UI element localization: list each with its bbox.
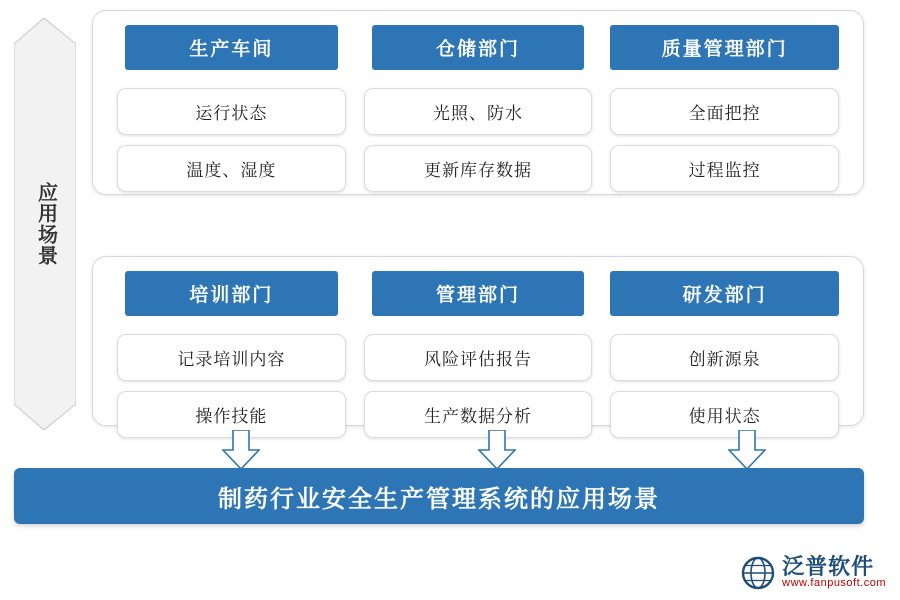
summary-banner-title: 制药行业安全生产管理系统的应用场景 [218,485,660,513]
item-comprehensive-control[interactable]: 全面把控 [610,88,839,135]
dept-header-warehouse-department[interactable]: 仓储部门 [372,25,585,70]
brand-logo [741,555,886,590]
item-update-inventory-data[interactable]: 更新库存数据 [364,145,593,192]
item-process-monitoring[interactable]: 过程监控 [610,145,839,192]
logo-company-name: 泛普软件 [782,554,875,580]
dept-header-management-department[interactable]: 管理部门 [372,271,585,316]
item-risk-assessment-report[interactable]: 风险评估报告 [364,334,593,381]
bottom-group-columns [93,257,863,425]
globe-icon [741,556,775,590]
column-management-department [364,271,593,426]
dept-header-production-workshop[interactable]: 生产车间 [125,25,338,70]
top-group-columns [93,11,863,194]
down-arrow-right-icon [728,430,766,470]
top-group-panel [92,10,864,195]
down-arrow-center-icon [478,430,516,470]
application-scenario-label: 应用场景 [34,182,57,266]
item-operation-skills[interactable]: 操作技能 [117,391,346,438]
item-production-data-analysis[interactable]: 生产数据分析 [364,391,593,438]
logo-website-url: www.fanpusoft.com [782,577,886,590]
column-rd-department [610,271,839,426]
bottom-group-panel [92,256,864,426]
item-innovation-source[interactable]: 创新源泉 [610,334,839,381]
column-quality-management-department [610,25,839,182]
dept-header-training-department[interactable]: 培训部门 [125,271,338,316]
logo-text [782,555,886,590]
column-training-department [117,271,346,426]
item-running-status[interactable]: 运行状态 [117,88,346,135]
dept-header-quality-management-department[interactable]: 质量管理部门 [610,25,839,70]
down-arrow-left-icon [222,430,260,470]
item-usage-status[interactable]: 使用状态 [610,391,839,438]
item-light-waterproof[interactable]: 光照、防水 [364,88,593,135]
application-scenario-banner [14,18,76,430]
item-record-training-content[interactable]: 记录培训内容 [117,334,346,381]
summary-banner [14,468,864,524]
item-temperature-humidity[interactable]: 温度、湿度 [117,145,346,192]
column-warehouse-department [364,25,593,182]
dept-header-rd-department[interactable]: 研发部门 [610,271,839,316]
column-production-workshop [117,25,346,182]
